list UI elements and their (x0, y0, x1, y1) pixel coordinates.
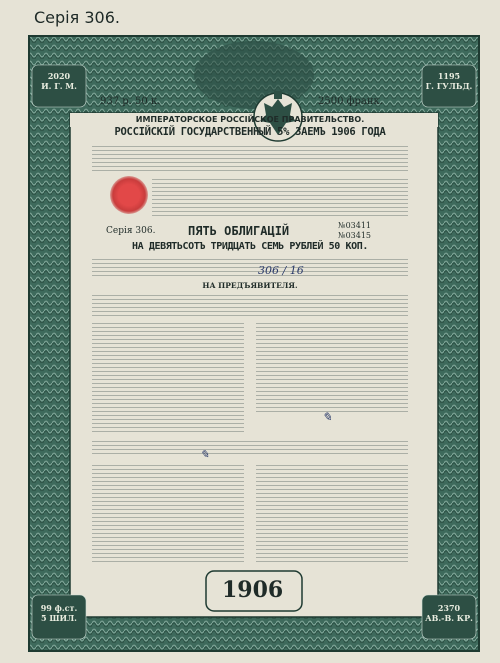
left-column-text (92, 320, 244, 432)
signatures-text (92, 438, 408, 456)
intro-text (92, 292, 408, 318)
handwritten-date: 306 / 16 (258, 264, 304, 277)
bond-number-first: №03411 (338, 221, 372, 230)
corner-top-left (34, 71, 84, 91)
corner-unit: И. Г. М. (41, 81, 77, 91)
series-number-top: Серія 306. (34, 8, 120, 27)
nominal-value: НА ДЕВЯТЬСОТЪ ТРИДЦАТЬ СЕМЬ РУБЛЕЙ 50 КОП. (131, 241, 369, 252)
conditions-text (152, 176, 408, 218)
bond-number-last: №03415 (338, 231, 372, 240)
nominal-details-text (92, 256, 408, 276)
loan-terms-text (92, 143, 408, 171)
corner-bottom-left (34, 603, 84, 623)
bonds-title: ПЯТЬ ОБЛИГАЦІЙ (188, 224, 290, 238)
left-terms-text (92, 462, 244, 562)
signature-center: ✎ (200, 448, 210, 461)
corner-value: 99 ф.ст. (40, 603, 78, 613)
corner-bottom-right (424, 603, 474, 623)
corner-value: 2370 (437, 603, 461, 613)
year-cartouche: 1906 (222, 577, 284, 603)
red-stamp (110, 176, 148, 214)
corner-unit: 5 ШИЛ. (41, 613, 77, 623)
corner-value: 2020 (47, 71, 71, 81)
issuer-heading: ИМПЕРАТОРСКОЕ РОССІЙСКОЕ ПРАВИТЕЛЬСТВО. (135, 115, 365, 124)
amount-rubles: 937 р. 50 к. (100, 96, 161, 107)
series-label: Серія 306. (106, 226, 156, 236)
corner-top-right (424, 71, 474, 91)
bearer-label: НА ПРЕДЪЯВИТЕЛЯ. (202, 281, 298, 290)
corner-unit: АВ.-В. КР. (425, 613, 473, 623)
corner-unit: Г. ГУЛЬД. (425, 81, 473, 91)
right-column-text (256, 320, 408, 412)
signature-right: ✎ (322, 410, 333, 424)
corner-value: 1195 (437, 71, 461, 81)
loan-heading: РОССІЙСКІЙ ГОСУДАРСТВЕННЫЙ 5% ЗАЕМЪ 1906 ГОДА (114, 126, 386, 138)
right-terms-text (256, 462, 408, 562)
amount-francs: 2500 франк. (318, 96, 383, 107)
